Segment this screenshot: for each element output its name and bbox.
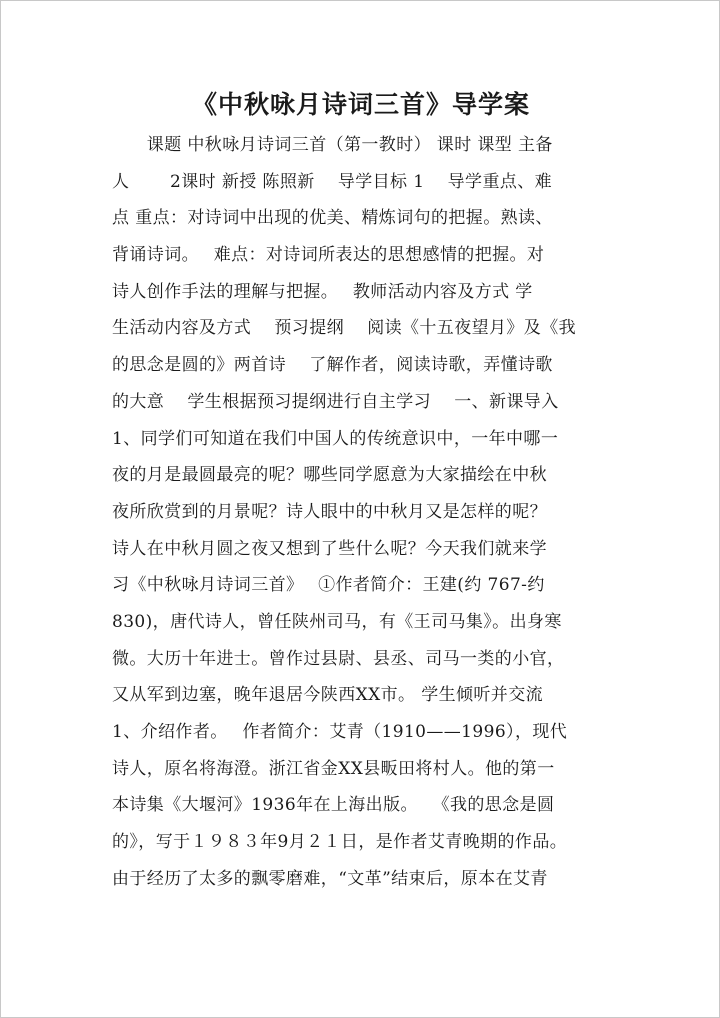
body-line: 的思念是圆的》两首诗 了解作者，阅读诗歌，弄懂诗歌 bbox=[112, 355, 553, 376]
body-line: 点 重点：对诗词中出现的优美、精炼词句的把握。熟读、 bbox=[112, 208, 553, 229]
body-line: 诗人创作手法的理解与把握。 教师活动内容及方式 学 bbox=[112, 281, 533, 302]
body-line: 的》，写于１９８３年9月２１日，是作者艾青晚期的作品。 bbox=[112, 832, 568, 853]
body-line: 人 2课时 新授 陈照新 导学目标 1 导学重点、难 bbox=[112, 171, 553, 192]
body-line: 由于经历了太多的飘零磨难，“文革”结束后，原本在艾青 bbox=[112, 868, 548, 889]
body-line: 微。大历十年进士。曾作过县尉、县丞、司马一类的小官， bbox=[112, 648, 565, 669]
body-line: 诗人在中秋月圆之夜又想到了些什么呢？今天我们就来学 bbox=[112, 538, 547, 559]
body-line: 生活动内容及方式 预习提纲 阅读《十五夜望月》及《我 bbox=[112, 318, 577, 339]
body-line: 1、介绍作者。 作者简介：艾青（1910——1996），现代 bbox=[112, 722, 568, 742]
document-body bbox=[112, 127, 612, 897]
body-line: 习《中秋咏月诗词三首》 ①作者简介：王建(约 767-约 bbox=[112, 575, 545, 596]
body-line: 夜的月是最圆最亮的呢？哪些同学愿意为大家描绘在中秋 bbox=[112, 465, 547, 486]
body-line: 夜所欣赏到的月景呢？诗人眼中的中秋月又是怎样的呢？ bbox=[112, 501, 547, 522]
body-line: 背诵诗词。 难点：对诗词所表达的思想感情的把握。对 bbox=[112, 245, 545, 266]
body-line: 1、同学们可知道在我们中国人的传统意识中，一年中哪一 bbox=[112, 428, 559, 449]
body-line: 830)，唐代诗人，曾任陕州司马，有《王司马集》。出身寒 bbox=[112, 611, 562, 632]
body-line: 诗人，原名将海澄。浙江省金XX县畈田将村人。他的第一 bbox=[112, 758, 555, 779]
document-title: 《中秋咏月诗词三首》导学案 bbox=[191, 90, 530, 119]
body-line: 的大意 学生根据预习提纲进行自主学习 一、新课导入 bbox=[112, 391, 559, 412]
body-line: 本诗集《大堰河》1936年在上海出版。 《我的思念是圆 bbox=[112, 795, 555, 816]
body-line: 又从军到边塞，晚年退居今陕西XX市。 学生倾听并交流 bbox=[112, 685, 544, 706]
body-line: 课题 中秋咏月诗词三首（第一教时） 课时 课型 主备 bbox=[112, 135, 553, 155]
